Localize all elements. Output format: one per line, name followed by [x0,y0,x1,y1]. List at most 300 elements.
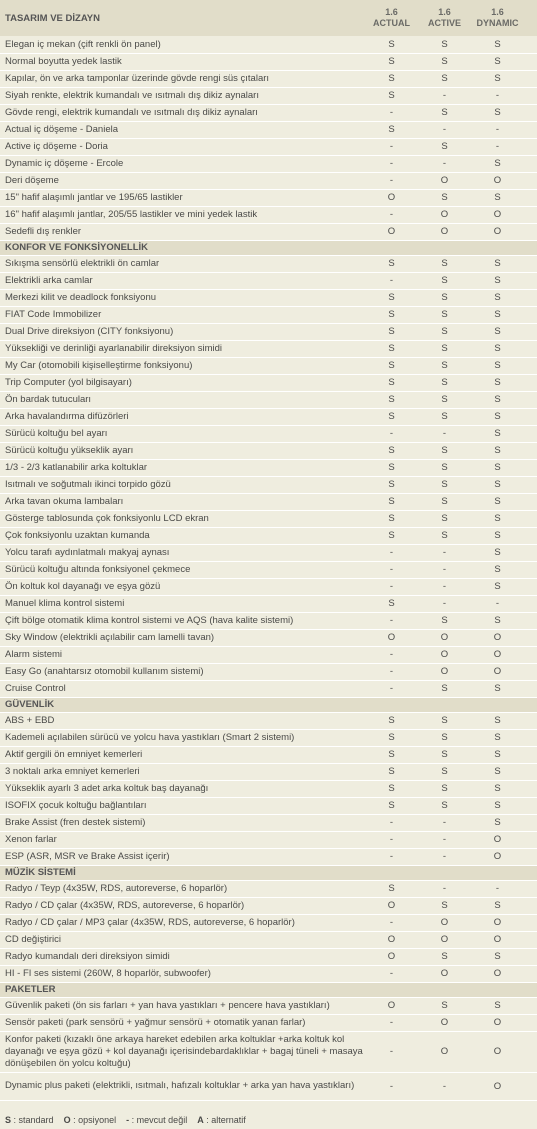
availability-dynamic: S [471,53,524,70]
availability-actual: O [365,897,418,914]
availability-active: S [418,391,471,408]
availability-dynamic: O [471,172,524,189]
availability-active: S [418,997,471,1014]
feature-label: FIAT Code Immobilizer [0,306,365,323]
section-title: TASARIM VE DİZAYN [5,12,101,24]
availability-active: S [418,340,471,357]
table-row [0,138,537,155]
feature-label: Ön koltuk kol dayanağı ve eşya gözü [0,578,365,595]
feature-label: ABS + EBD [0,712,365,729]
availability-active: - [418,848,471,865]
feature-label: Actual iç döşeme - Daniela [0,121,365,138]
feature-label: My Car (otomobili kişiselleştirme fonksiyonu) [0,357,365,374]
table-row [0,831,537,848]
availability-active: S [418,510,471,527]
availability-dynamic: S [471,729,524,746]
availability-actual: S [365,255,418,272]
availability-active: S [418,104,471,121]
availability-actual: - [365,425,418,442]
availability-actual: O [365,223,418,240]
availability-actual: - [365,965,418,982]
table-row [0,712,537,729]
feature-label: Yolcu tarafı aydınlatmalı makyaj aynası [0,544,365,561]
availability-dynamic: S [471,897,524,914]
availability-active: S [418,408,471,425]
availability-dynamic: O [471,914,524,931]
table-row [0,323,537,340]
feature-label: Manuel klima kontrol sistemi [0,595,365,612]
feature-label: Dynamic iç döşeme - Ercole [0,155,365,172]
legend [5,1115,246,1125]
availability-active: S [418,897,471,914]
table-row [0,1014,537,1031]
table-row [0,848,537,865]
availability-dynamic: O [471,965,524,982]
table-row [0,476,537,493]
section-header-row [0,240,537,255]
version-header-active: 1.6 ACTIVE [427,7,461,28]
availability-active: S [418,680,471,697]
feature-label: Cruise Control [0,680,365,697]
availability-dynamic: S [471,510,524,527]
feature-label: Normal boyutta yedek lastik [0,53,365,70]
version-header-dynamic: 1.6 DYNAMIC [476,7,519,28]
availability-actual: - [365,914,418,931]
table-row [0,527,537,544]
availability-active: S [418,255,471,272]
availability-actual: - [365,272,418,289]
availability-actual: S [365,763,418,780]
availability-active: - [418,544,471,561]
availability-dynamic: S [471,408,524,425]
availability-active: O [418,223,471,240]
availability-dynamic: O [471,663,524,680]
availability-actual: S [365,729,418,746]
feature-label: CD değiştirici [0,931,365,948]
availability-dynamic: - [471,595,524,612]
availability-actual: O [365,629,418,646]
table-row [0,1072,537,1100]
table-row [0,306,537,323]
table-row [0,391,537,408]
availability-dynamic: S [471,272,524,289]
availability-dynamic: S [471,357,524,374]
availability-actual: S [365,510,418,527]
availability-dynamic: S [471,612,524,629]
availability-active: S [418,493,471,510]
availability-dynamic: - [471,121,524,138]
feature-label: Active iç döşeme - Doria [0,138,365,155]
availability-active: - [418,561,471,578]
availability-active: - [418,578,471,595]
availability-active: S [418,138,471,155]
availability-actual: - [365,544,418,561]
availability-dynamic: S [471,104,524,121]
availability-actual: S [365,493,418,510]
feature-label: Gösterge tablosunda çok fonksiyonlu LCD ekran [0,510,365,527]
table-row [0,442,537,459]
availability-actual: S [365,880,418,897]
availability-actual: - [365,172,418,189]
table-row [0,578,537,595]
availability-actual: S [365,306,418,323]
table-row [0,595,537,612]
feature-label: Dynamic plus paketi (elektrikli, ısıtmalı, hafızalı koltuklar + arka yan hava yastıkları) [0,1072,365,1100]
availability-active: S [418,189,471,206]
feature-label: Sürücü koltuğu yükseklik ayarı [0,442,365,459]
table-row [0,629,537,646]
availability-active: - [418,121,471,138]
availability-actual: S [365,289,418,306]
availability-dynamic: S [471,948,524,965]
table-row [0,663,537,680]
table-row [0,357,537,374]
table-row [0,814,537,831]
table-row [0,646,537,663]
availability-dynamic: S [471,36,524,53]
availability-active: - [418,87,471,104]
availability-dynamic: S [471,544,524,561]
availability-active: - [418,814,471,831]
table-row [0,340,537,357]
section-header-row [0,865,537,880]
table-row [0,408,537,425]
feature-label: Sky Window (elektrikli açılabilir cam lamelli tavan) [0,629,365,646]
feature-label: Güvenlik paketi (ön sis farları + yan hava yastıkları + pencere hava yastıkları) [0,997,365,1014]
feature-label: Brake Assist (fren destek sistemi) [0,814,365,831]
availability-active: O [418,172,471,189]
feature-label: Sensör paketi (park sensörü + yağmur sensörü + otomatik yanan farlar) [0,1014,365,1031]
availability-dynamic: S [471,476,524,493]
availability-dynamic: S [471,70,524,87]
availability-active: O [418,206,471,223]
availability-actual: - [365,138,418,155]
feature-label: Alarm sistemi [0,646,365,663]
feature-label: Elegan iç mekan (çift renkli ön panel) [0,36,365,53]
table-row [0,493,537,510]
table-row [0,746,537,763]
availability-actual: - [365,663,418,680]
availability-active: S [418,289,471,306]
feature-label: Arka havalandırma difüzörleri [0,408,365,425]
table-row [0,931,537,948]
availability-actual: S [365,374,418,391]
availability-actual: - [365,612,418,629]
availability-actual: - [365,646,418,663]
availability-actual: - [365,1031,418,1072]
availability-dynamic: O [471,646,524,663]
availability-active: O [418,1014,471,1031]
availability-active: O [418,1031,471,1072]
availability-dynamic: S [471,680,524,697]
feature-label: Arka tavan okuma lambaları [0,493,365,510]
availability-dynamic: O [471,206,524,223]
feature-label: Gövde rengi, elektrik kumandalı ve ısıtmalı dış dikiz aynaları [0,104,365,121]
table-row [0,459,537,476]
availability-dynamic: S [471,459,524,476]
table-header-row [0,0,537,36]
availability-actual: S [365,391,418,408]
availability-dynamic: O [471,831,524,848]
feature-label: Çift bölge otomatik klima kontrol sistemi ve AQS (hava kalite sistemi) [0,612,365,629]
availability-actual: O [365,948,418,965]
feature-label: Konfor paketi (kızaklı öne arkaya hareket edebilen arka koltuklar +arka koltuk kol dayanağı ve eşya gözü + kol dayanağı içerisindebardaklıklar + bagaj tüneli + masaya dönüşebilen ön yolcu koltuğu) [0,1031,365,1072]
availability-active: S [418,36,471,53]
availability-dynamic: S [471,814,524,831]
table-row [0,172,537,189]
table-row [0,36,537,53]
availability-actual: S [365,70,418,87]
feature-label: Sürücü koltuğu bel ayarı [0,425,365,442]
table-row [0,965,537,982]
table-row [0,880,537,897]
availability-actual: - [365,1072,418,1100]
section-header-row [0,982,537,997]
availability-active: S [418,459,471,476]
feature-label: Yükseklik ayarlı 3 adet arka koltuk baş dayanağı [0,780,365,797]
feature-label: Easy Go (anahtarsız otomobil kullanım sistemi) [0,663,365,680]
availability-dynamic: S [471,155,524,172]
table-row [0,510,537,527]
section-header-row [0,697,537,712]
feature-label: Aktif gergili ön emniyet kemerleri [0,746,365,763]
availability-actual: - [365,578,418,595]
availability-dynamic: - [471,138,524,155]
feature-label: Sürücü koltuğu altında fonksiyonel çekmece [0,561,365,578]
feature-label: Radyo / CD çalar / MP3 çalar (4x35W, RDS, autoreverse, 6 hoparlör) [0,914,365,931]
availability-actual: - [365,814,418,831]
availability-active: - [418,831,471,848]
feature-label: 15" hafif alaşımlı jantlar ve 195/65 lastikler [0,189,365,206]
availability-active: S [418,797,471,814]
table-row [0,104,537,121]
availability-active: S [418,357,471,374]
availability-active: O [418,914,471,931]
table-row [0,70,537,87]
table-row [0,289,537,306]
availability-actual: - [365,104,418,121]
availability-dynamic: O [471,223,524,240]
availability-actual: - [365,680,418,697]
feature-label: Kademeli açılabilen sürücü ve yolcu hava yastıkları (Smart 2 sistemi) [0,729,365,746]
table-row [0,87,537,104]
availability-actual: S [365,797,418,814]
table-row [0,425,537,442]
table-row [0,780,537,797]
availability-dynamic: O [471,1031,524,1072]
legend-key-optional: O [63,1115,71,1125]
availability-actual: - [365,848,418,865]
feature-label: Kapılar, ön ve arka tamponlar üzerinde gövde rengi süs çıtaları [0,70,365,87]
availability-dynamic: S [471,255,524,272]
table-row [0,53,537,70]
table-row [0,914,537,931]
availability-dynamic: S [471,425,524,442]
version-header-actual: 1.6 ACTUAL [373,7,410,28]
feature-label: 16" hafif alaşımlı jantlar, 205/55 lastikler ve mini yedek lastik [0,206,365,223]
table-row [0,223,537,240]
availability-active: S [418,70,471,87]
availability-active: S [418,712,471,729]
availability-dynamic: S [471,340,524,357]
availability-dynamic: S [471,493,524,510]
availability-active: O [418,629,471,646]
availability-dynamic: O [471,629,524,646]
availability-dynamic: S [471,797,524,814]
table-row [0,763,537,780]
availability-actual: S [365,780,418,797]
feature-label: Radyo / CD çalar (4x35W, RDS, autoreverse, 6 hoparlör) [0,897,365,914]
availability-actual: S [365,527,418,544]
table-row [0,948,537,965]
availability-actual: S [365,87,418,104]
table-row [0,997,537,1014]
feature-label: Xenon farlar [0,831,365,848]
availability-actual: S [365,357,418,374]
availability-dynamic: S [471,746,524,763]
feature-label: Merkezi kilit ve deadlock fonksiyonu [0,289,365,306]
table-row [0,374,537,391]
feature-label: Radyo / Teyp (4x35W, RDS, autoreverse, 6 hoparlör) [0,880,365,897]
table-row [0,1031,537,1072]
availability-dynamic: S [471,763,524,780]
availability-active: O [418,646,471,663]
legend-key-unavailable: - [126,1115,130,1125]
availability-active: - [418,1072,471,1100]
table-row [0,544,537,561]
availability-dynamic: S [471,391,524,408]
availability-dynamic: S [471,374,524,391]
availability-actual: S [365,121,418,138]
availability-dynamic: O [471,848,524,865]
legend-text-optional: : opsiyonel [73,1115,117,1125]
availability-active: S [418,948,471,965]
availability-active: S [418,780,471,797]
table-row [0,729,537,746]
availability-dynamic: S [471,306,524,323]
availability-active: - [418,880,471,897]
availability-actual: - [365,831,418,848]
availability-actual: - [365,561,418,578]
availability-actual: S [365,340,418,357]
availability-dynamic: S [471,712,524,729]
availability-dynamic: S [471,189,524,206]
legend-key-alternative: A [197,1115,204,1125]
feature-label: Sedefli dış renkler [0,223,365,240]
section-title: MÜZİK SİSTEMİ [0,865,537,880]
availability-dynamic: S [471,997,524,1014]
availability-dynamic: S [471,442,524,459]
availability-active: S [418,374,471,391]
availability-active: O [418,965,471,982]
feature-label: Radyo kumandalı deri direksiyon simidi [0,948,365,965]
availability-actual: S [365,746,418,763]
legend-text-alternative: : alternatif [206,1115,246,1125]
availability-active: O [418,931,471,948]
availability-active: S [418,746,471,763]
availability-actual: S [365,712,418,729]
section-title: PAKETLER [0,982,537,997]
availability-active: S [418,306,471,323]
availability-actual: S [365,459,418,476]
availability-active: - [418,425,471,442]
availability-dynamic: - [471,880,524,897]
availability-actual: S [365,595,418,612]
availability-active: S [418,323,471,340]
availability-active: S [418,476,471,493]
availability-active: S [418,53,471,70]
table-row [0,797,537,814]
availability-actual: - [365,155,418,172]
availability-dynamic: O [471,1014,524,1031]
availability-dynamic: O [471,931,524,948]
legend-text-unavailable: : mevcut değil [131,1115,188,1125]
availability-dynamic: S [471,527,524,544]
availability-active: - [418,155,471,172]
availability-dynamic: S [471,561,524,578]
availability-active: S [418,729,471,746]
availability-dynamic: S [471,289,524,306]
availability-dynamic: S [471,578,524,595]
table-row [0,255,537,272]
availability-actual: S [365,36,418,53]
table-row [0,155,537,172]
feature-label: ISOFIX çocuk koltuğu bağlantıları [0,797,365,814]
feature-label: Yüksekliği ve derinliği ayarlanabilir direksiyon simidi [0,340,365,357]
feature-label: Elektrikli arka camlar [0,272,365,289]
legend-key-standard: S [5,1115,12,1125]
feature-label: Siyah renkte, elektrik kumandalı ve ısıtmalı dış dikiz aynaları [0,87,365,104]
availability-actual: S [365,53,418,70]
legend-text-standard: : standard [13,1115,54,1125]
availability-dynamic: O [471,1072,524,1100]
table-row [0,189,537,206]
availability-active: S [418,612,471,629]
feature-label: 1/3 - 2/3 katlanabilir arka koltuklar [0,459,365,476]
feature-label: Trip Computer (yol bilgisayarı) [0,374,365,391]
feature-label: HI - FI ses sistemi (260W, 8 hoparlör, subwoofer) [0,965,365,982]
availability-actual: O [365,931,418,948]
availability-active: S [418,442,471,459]
availability-dynamic: S [471,323,524,340]
table-row [0,206,537,223]
table-row [0,561,537,578]
feature-label: Ön bardak tutucuları [0,391,365,408]
feature-label: Deri döşeme [0,172,365,189]
availability-active: O [418,663,471,680]
availability-actual: O [365,997,418,1014]
section-title: GÜVENLİK [0,697,537,712]
table-row [0,272,537,289]
table-row [0,121,537,138]
availability-active: - [418,595,471,612]
availability-dynamic: S [471,780,524,797]
availability-actual: S [365,323,418,340]
feature-label: ESP (ASR, MSR ve Brake Assist içerir) [0,848,365,865]
feature-label: 3 noktalı arka emniyet kemerleri [0,763,365,780]
availability-actual: - [365,206,418,223]
feature-label: Dual Drive direksiyon (CITY fonksiyonu) [0,323,365,340]
feature-label: Isıtmalı ve soğutmalı ikinci torpido gözü [0,476,365,493]
table-row [0,612,537,629]
availability-active: S [418,527,471,544]
availability-active: S [418,763,471,780]
table-row [0,680,537,697]
availability-actual: - [365,1014,418,1031]
section-title: KONFOR VE FONKSİYONELLİK [0,240,537,255]
feature-label: Sıkışma sensörlü elektrikli ön camlar [0,255,365,272]
availability-active: S [418,272,471,289]
